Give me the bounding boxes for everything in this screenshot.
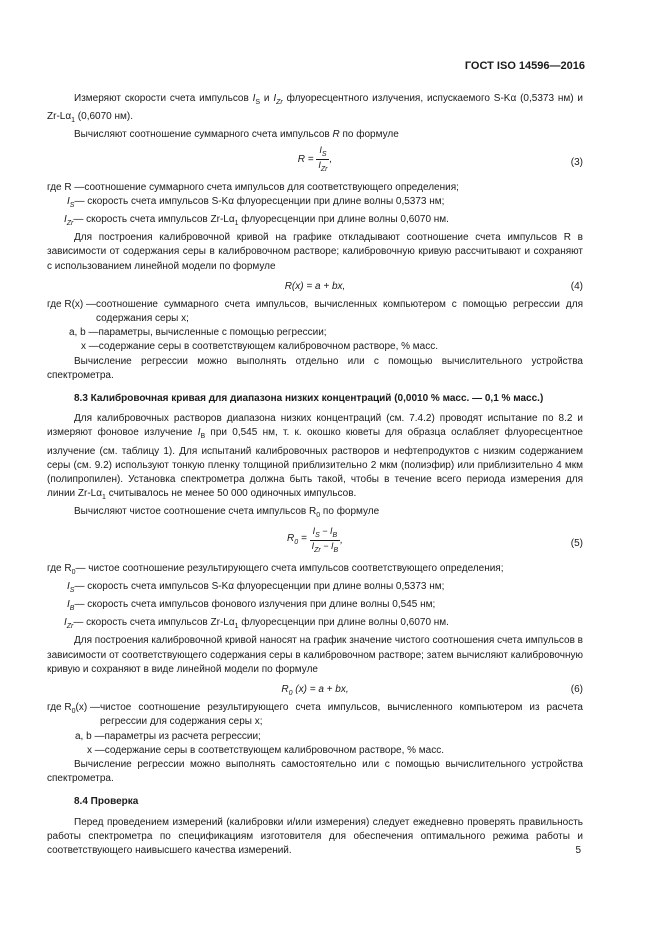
section-heading-8-3: 8.3 Калибровочная кривая для диапазона низких концентраций (0,0010 % масс. — 0,1 % масс.) xyxy=(74,393,544,405)
formula-4: R(x) = a + bx, (4) xyxy=(47,276,583,298)
formula-number: (5) xyxy=(570,537,583,549)
where-item: $I_S$ — скорость счета импульсов S-Kα флуоресценции при длине волны 0,5373 нм; xyxy=(67,195,445,209)
where-item: $I_S$ — скорость счета импульсов S-Kα флуоресценции при длине волны 0,5373 нм; xyxy=(67,580,445,594)
where-item: a, b — параметры из расчета регрессии; xyxy=(75,730,261,742)
where-item: где R — соотношение суммарного счета импульсов для соответствующего определения; xyxy=(47,181,459,193)
where-item: $I_{Zr}$ — скорость счета импульсов $Zr-L\alpha_1$ флуоресценции при длине волны 0,6070 нм. xyxy=(64,214,449,228)
formula-5: $R_0$ = $\frac{I_S - I_B}{I_{Zr} - I_B}$ , (5) xyxy=(287,525,583,555)
paragraph-measure: Измеряют скорости счета импульсов $I_S$ и $I_{Zr}$ флуоресцентного излучения, испускаемого S-Kα (0,5373 нм) и $Zr-L\alpha_1$ (0,6070 нм). xyxy=(47,93,583,125)
document-body xyxy=(47,92,583,858)
paragraph-calibration-curve: Для построения калибровочной кривой на графике откладывают соотношение счета импульсов R в зависимости от содержания серы в калибровочном растворе; калибровочную кривую рассчитывают и сохраняют с использованием линейной модели по формуле xyxy=(47,232,583,272)
formula-6: $R_0$ (x) = a + bx, (6) xyxy=(281,684,583,698)
standard-header: ГОСТ ISO 14596—2016 xyxy=(464,60,585,72)
paragraph-regression: Вычисление регрессии можно выполнять отдельно или с помощью вычислительного устройства спектрометра. xyxy=(47,355,583,381)
paragraph-calc-ratio: Вычисляют соотношение суммарного счета импульсов R по формуле xyxy=(74,129,399,141)
paragraph-low-conc: Для калибровочных растворов диапазона низких концентраций (см. 7.4.2) проводят испытание по 8.2 и измеряют фоновое излучение $I_B$ при 0,545 нм, т. к. окошко кюветы для образца ослабляет флуоресцентное излучение (см. таблицу 1). Для испытаний калибровочных растворов и нефтепродуктов с низким содержанием серы (см. 9.2) используют тонкую пленку толщиной приблизительно 2 мкм (полиэфир) или приблизительно 4 мкм (полипропилен). Установка спектрометра должна быть такой, чтобы в течение всего периода измерения для линии $Zr-L\alpha_1$ считывалось не менее 50 000 одиночных импульсов. xyxy=(47,413,583,502)
section-heading-8-4: 8.4 Проверка xyxy=(74,796,139,808)
paragraph-regression-2: Вычисление регрессии можно выполнять самостоятельно или с помощью вычислительного устройства спектрометра. xyxy=(47,758,583,785)
where-item: $I_{Zr}$ — скорость счета импульсов $Zr-L\alpha_1$ флуоресценции при длине волны 0,6070 нм. xyxy=(64,617,449,631)
paragraph-verification: Перед проведением измерений (калибровки и/или измерения) следует ежедневно проверять правильность работы спектрометра по спецификациям изготовителя для обеспечения оптимального режима работы и соответствующего наивысшего качества измерений. xyxy=(47,816,583,856)
formula-number: (6) xyxy=(570,684,583,696)
page-number: 5 xyxy=(575,845,581,856)
formula-3: R = $\frac{I_S}{I_{Zr}}$ , (3) xyxy=(297,144,583,174)
where-item: где R(x) — соотношение суммарного счета импульсов, вычисленных компьютером с помощью регрессии для содержания серы x; xyxy=(47,298,583,325)
formula-number: (4) xyxy=(570,280,583,292)
where-item: где $R_0$ — чистое соотношение результирующего счета импульсов соответствующего определения; xyxy=(47,562,504,576)
where-item: a, b — параметры, вычисленные с помощью регрессии; xyxy=(69,327,327,339)
formula-number: (3) xyxy=(570,156,583,168)
paragraph-net-ratio: Вычисляют чистое соотношение счета импульсов $R_0$ по формуле xyxy=(74,506,380,520)
where-item: x — содержание серы в соответствующем калибровочном растворе, % масс. xyxy=(81,341,439,353)
where-item: x — содержание серы в соответствующем калибровочном растворе, % масс. xyxy=(87,744,445,756)
paragraph-net-calibration: Для построения калибровочной кривой наносят на график значение чистого соотношения счета импульсов в зависимости от соответствующего содержания серы в калибровочном растворе; затем вычисляют калибровочную кривую и сохраняют в виде линейной модели по формуле xyxy=(47,635,583,675)
where-item: где $R_0(x)$ — чистое соотношение результирующего счета импульсов, вычисленного компьютером из расчета регрессии для содержания серы x; xyxy=(47,702,583,728)
where-item: $I_B$ — скорость счета импульсов фонового излучения при длине волны 0,545 нм; xyxy=(67,599,436,613)
